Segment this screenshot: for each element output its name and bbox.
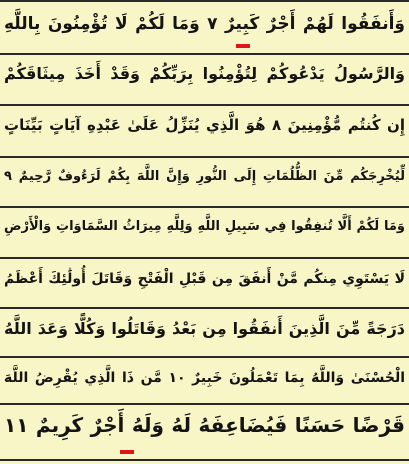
line-rule	[0, 156, 409, 158]
verse-line-2: وَالرَّسُولُ يَدْعُوكُمْ لِتُؤْمِنُوا بِرَبِّكُمْ وَقَدْ أَخَذَ مِيثَاقَكُمْ	[4, 64, 405, 83]
line-rule	[0, 356, 409, 358]
verse-line-4: لِّيُخْرِجَكُم مِّنَ الظُّلُمَاتِ إِلَى النُّورِ وَإِنَّ اللَّهَ بِكُمْ لَرَءُوفٌ رَّحِيمٌ ٩	[4, 169, 405, 184]
tajweed-red-mark	[236, 44, 250, 48]
line-rule	[0, 307, 409, 309]
verse-line-8: الْحُسْنَىٰ وَاللَّهُ بِمَا تَعْمَلُونَ خَبِيرٌ ١٠ مَّن ذَا الَّذِي يُقْرِضُ اللَّهَ	[4, 370, 406, 386]
verse-line-3: إِن كُنتُم مُّؤْمِنِينَ ٨ هُوَ الَّذِي يُنَزِّلُ عَلَىٰ عَبْدِهِ آيَاتٍ بَيِّنَاتٍ	[4, 116, 405, 134]
verse-line-6: لَا يَسْتَوِي مِنكُم مَّنْ أَنفَقَ مِن قَبْلِ الْفَتْحِ وَقَاتَلَ أُولَٰئِكَ أَعْظَمُ	[4, 271, 405, 287]
line-rule	[0, 0, 409, 2]
verse-line-5: وَمَا لَكُمْ أَلَّا تُنفِقُوا فِي سَبِيلِ اللَّهِ وَلِلَّهِ مِيرَاثُ السَّمَاوَاتِ وَالْأَرْضِ	[4, 219, 405, 234]
line-rule	[0, 459, 409, 461]
line-rule	[0, 257, 409, 259]
line-rule	[0, 403, 409, 405]
verse-line-1: وَأَنفَقُوا لَهُمْ أَجْرٌ كَبِيرٌ ٧ وَمَا لَكُمْ لَا تُؤْمِنُونَ بِاللَّهِ	[4, 14, 405, 34]
line-rule	[0, 206, 409, 208]
line-rule	[0, 53, 409, 55]
verse-line-7: دَرَجَةً مِّنَ الَّذِينَ أَنفَقُوا مِن بَعْدُ وَقَاتَلُوا وَكُلًّا وَعَدَ اللَّهُ	[4, 319, 405, 338]
tajweed-red-mark	[120, 450, 134, 454]
verse-line-9: قَرْضًا حَسَنًا فَيُضَاعِفَهُ لَهُ وَلَهُ أَجْرٌ كَرِيمٌ ١١	[4, 413, 405, 437]
line-rule	[0, 104, 409, 106]
